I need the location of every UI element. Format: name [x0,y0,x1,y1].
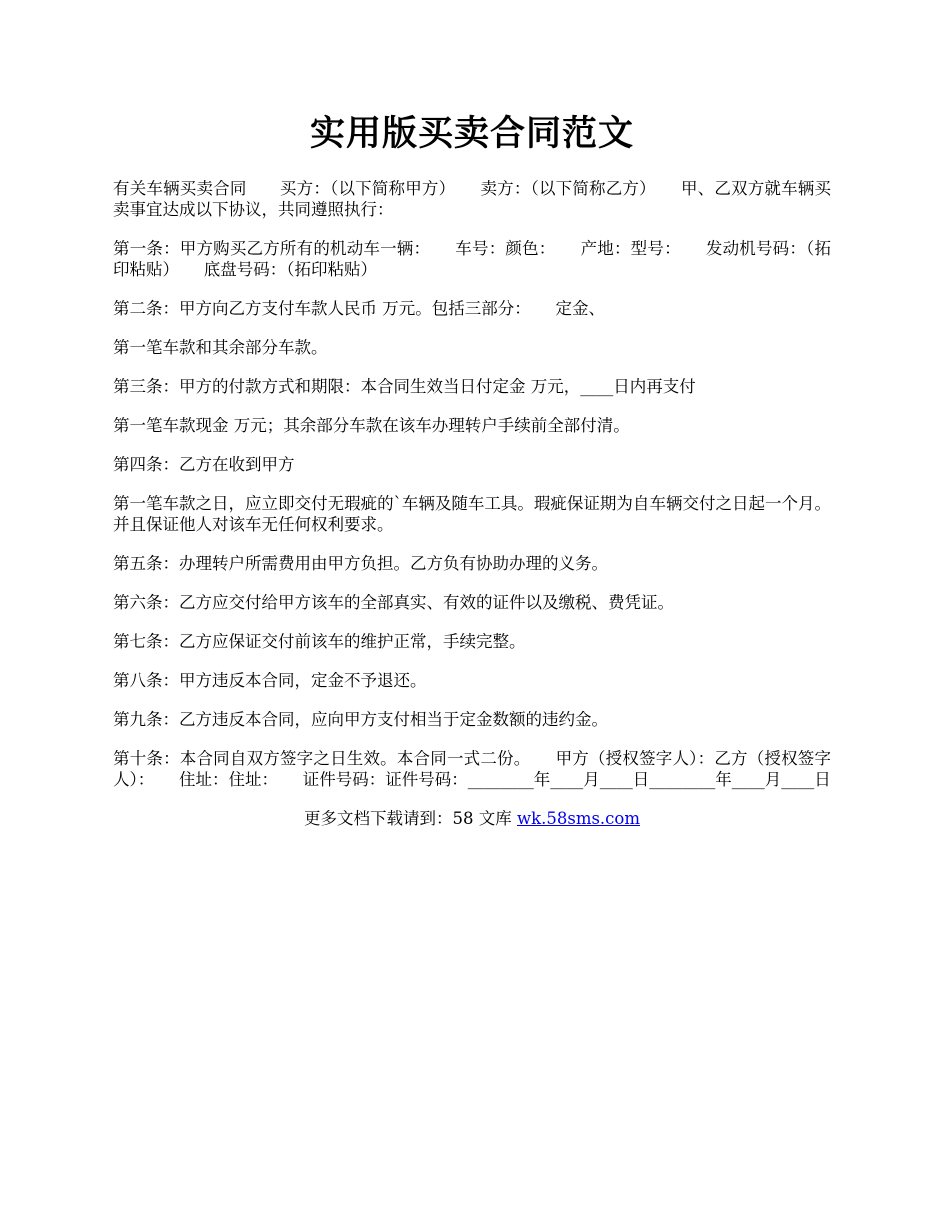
download-footer [113,808,831,829]
paragraph-intro: 有关车辆买卖合同 买方：（以下简称甲方） 卖方：（以下简称乙方） 甲、乙双方就车辆买卖事宜达成以下协议，共同遵照执行： [113,179,831,219]
paragraph-article-9: 第九条：乙方违反本合同，应向甲方支付相当于定金数额的违约金。 [113,710,608,729]
paragraph-article-1: 第一条：甲方购买乙方所有的机动车一辆： 车号：颜色： 产地：型号： 发动机号码：（拓印粘贴） 底盘号码：（拓印粘贴） [113,239,831,279]
paragraph-article-5: 第五条：办理转户所需费用由甲方负担。乙方负有协助办理的义务。 [113,554,608,573]
paragraph-article-4-cont: 第一笔车款之日，应立即交付无瑕疵的`车辆及随车工具。瑕疵保证期为自车辆交付之日起一个月。并且保证他人对该车无任何权利要求。 [113,494,831,534]
paragraph-article-6: 第六条：乙方应交付给甲方该车的全部真实、有效的证件以及缴税、费凭证。 [113,593,674,612]
paragraph-article-3-cont: 第一笔车款现金 万元；其余部分车款在该车办理转户手续前全部付清。 [113,416,630,435]
paragraph-article-2: 第二条：甲方向乙方支付车款人民币 万元。包括三部分： 定金、 [113,299,605,318]
footer-link[interactable]: wk.58sms.com [516,809,640,828]
paragraph-article-3: 第三条：甲方的付款方式和期限：本合同生效当日付定金 万元，____日内再支付 [113,377,696,396]
document-title: 实用版买卖合同范文 [309,113,634,154]
paragraph-article-7: 第七条：乙方应保证交付前该车的维护正常，手续完整。 [113,632,526,651]
paragraph-article-10: 第十条：本合同自双方签字之日生效。本合同一式二份。 甲方（授权签字人）：乙方（授权签字人）： 住址：住址： 证件号码：证件号码：________年____月____日________年____月____日 [113,749,831,789]
paragraph-article-8: 第八条：甲方违反本合同，定金不予退还。 [113,671,427,690]
paragraph-article-4: 第四条：乙方在收到甲方 [113,455,295,474]
footer-prefix: 更多文档下载请到：58 文库 [303,809,517,828]
paragraph-article-2-cont: 第一笔车款和其余部分车款。 [113,338,328,357]
document-page [113,108,831,829]
